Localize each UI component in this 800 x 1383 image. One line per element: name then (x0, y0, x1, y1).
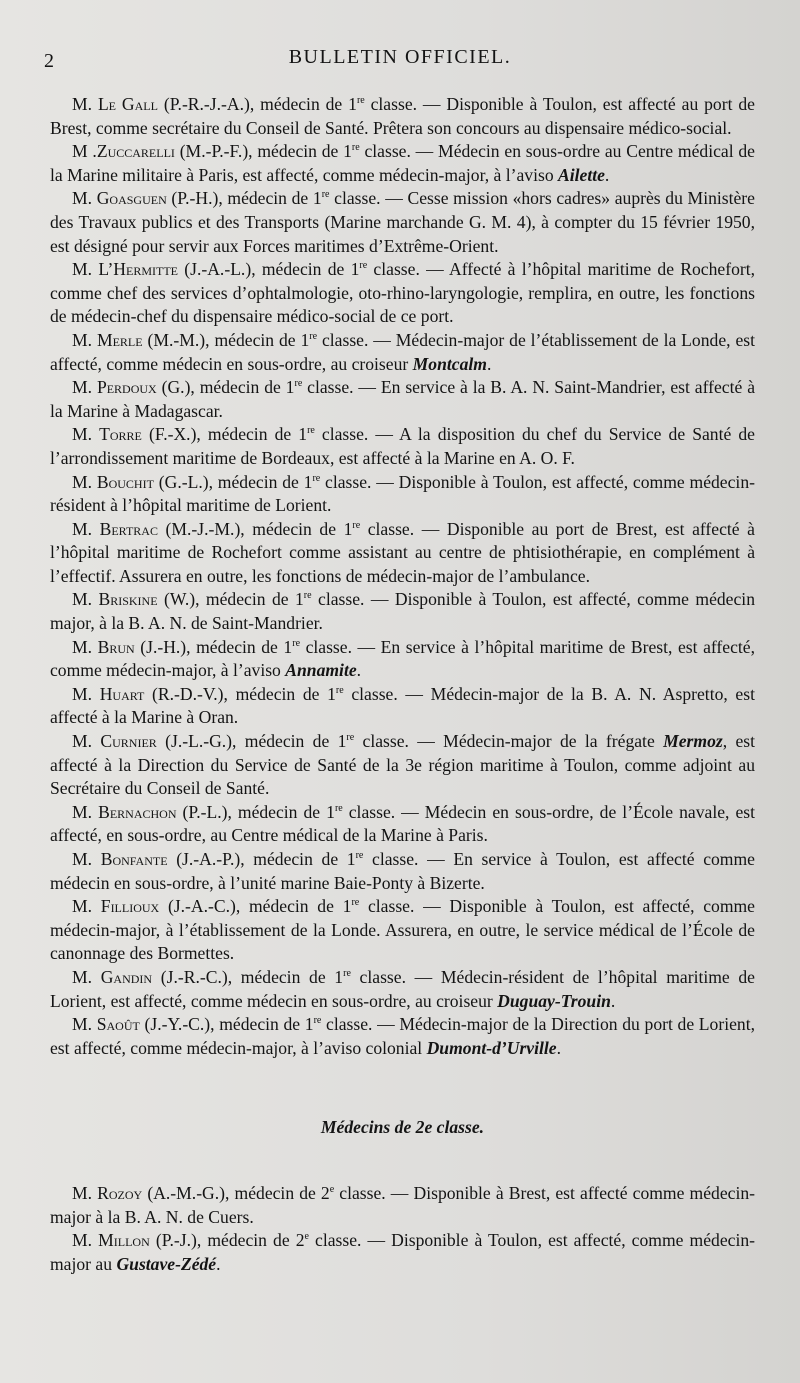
class-superscript: re (355, 850, 364, 862)
entry-end: , est affecté à la Direction du Service de Santé de la 3e région maritime à Toulon, comme adjoint au Secrétaire du Conseil de Santé. (50, 731, 755, 799)
entry-text: (W.), médecin de 1 (157, 589, 304, 610)
class-superscript: e (329, 1184, 335, 1196)
entry-text: classe. — Médecin-résident de l’hôpital maritime de Lorient, est affecté, comme médecin en sous-ordre, au croiseur (50, 966, 755, 1011)
entry-prefix: M. (72, 683, 100, 704)
entry-prefix: M. (72, 518, 100, 539)
class-superscript: re (351, 142, 360, 154)
officer-name: Rozoy (97, 1182, 143, 1203)
entry-text: classe. — Médecin-major de la frégate (354, 731, 664, 752)
entry-prefix: M. (72, 329, 97, 350)
second-class-entries (50, 1182, 755, 1276)
assignment-entry (50, 588, 755, 635)
entry-prefix: M . (72, 141, 97, 162)
entry-end: . (610, 990, 616, 1011)
ship-name: Gustave-Zédé (116, 1253, 217, 1274)
class-superscript: re (303, 590, 312, 602)
assignment-entry (50, 636, 755, 683)
assignment-entry (50, 683, 755, 730)
class-superscript: re (292, 637, 301, 649)
entry-text: classe. — Disponible à Brest, est affecté comme médecin-major à la B. A. N. de Cuers. (50, 1182, 755, 1227)
entry-text: classe. — Médecin-major de l’établissement de la Londe, est affecté, comme médecin en sous-ordre, au croiseur (50, 329, 755, 374)
entry-text: (J.-A.-L.), médecin de 1 (178, 259, 360, 280)
class-superscript: re (352, 519, 361, 531)
entry-text: (G.), médecin de 1 (156, 377, 295, 398)
officer-name: Millon (98, 1230, 150, 1251)
entry-text: (P.-L.), médecin de 1 (176, 801, 335, 822)
entry-text: classe. — Médecin en sous-ordre au Centre médical de la Marine militaire à Paris, est affecté, comme médecin-major, à l’aviso (50, 141, 755, 185)
officer-name: Bernachon (98, 801, 177, 822)
entry-text: classe. — Disponible à Toulon, est affecté au port de Brest, comme secrétaire du Conseil de Santé. Prêtera son concours au dispensaire médico-social. (50, 94, 755, 138)
entry-text: classe. — Disponible à Toulon, est affecté, comme médecin-major au (50, 1230, 755, 1274)
page-header (40, 46, 760, 76)
assignment-entry (50, 966, 755, 1013)
entry-text: (M.-P.-F.), médecin de 1 (174, 141, 352, 162)
ship-name: Montcalm (412, 353, 487, 374)
officer-name: Saoût (96, 1014, 140, 1035)
assignment-entry (50, 895, 755, 966)
document-body (50, 93, 755, 1276)
assignment-entry (50, 730, 755, 801)
entry-text: classe. — En service à la B. A. N. Saint-Mandrier, est affecté à la Marine à Madagascar. (50, 377, 756, 421)
entry-text: (J.-A.-C.), médecin de 1 (159, 896, 352, 917)
class-superscript: re (335, 684, 344, 696)
assignment-entry (50, 376, 755, 423)
entry-prefix: M. (72, 801, 99, 822)
assignment-entry (50, 93, 755, 140)
class-superscript: re (294, 378, 303, 390)
class-superscript: re (356, 95, 365, 107)
section-title: Médecins de 2e classe. (320, 1117, 485, 1138)
class-superscript: re (351, 897, 360, 909)
entry-text: (P.-R.-J.-A.), médecin de 1 (157, 94, 357, 114)
class-superscript: re (343, 968, 351, 980)
page-number: 2 (44, 50, 54, 72)
entry-text: (R.-D.-V.), médecin de 1 (144, 683, 336, 704)
assignment-entry (50, 1182, 755, 1229)
ship-name: Dumont-d’Urville (426, 1037, 557, 1058)
entry-end: . (556, 1037, 561, 1058)
class-superscript: re (359, 260, 368, 272)
entry-prefix: M. (72, 1230, 99, 1251)
entry-text: (P.-J.), médecin de 2 (149, 1230, 305, 1251)
assignment-entry (50, 423, 755, 470)
entry-text: classe. — Disponible à Toulon, est affecté, comme médecin major, à la B. A. N. de Saint-Mandrier. (50, 589, 755, 634)
entry-text: (A.-M.-G.), médecin de 2 (142, 1182, 330, 1203)
class-superscript: re (313, 1015, 322, 1027)
ship-name: Ailette (558, 164, 605, 185)
entry-text: (J.-H.), médecin de 1 (134, 636, 293, 657)
entry-text: classe. — Disponible à Toulon, est affecté, comme médecin-major, à l’établissement de la Londe. Assurera, en outre, le service médical de l’École de canonnage des Bormettes. (50, 896, 755, 964)
assignment-entry (50, 329, 755, 376)
officer-name: Curnier (100, 731, 157, 752)
officer-name: Merle (96, 329, 143, 350)
officer-name: Zuccarelli (96, 141, 175, 162)
class-superscript: re (321, 189, 330, 201)
class-superscript: re (307, 425, 315, 437)
officer-name: L’Hermitte (98, 259, 178, 280)
class-superscript: re (334, 802, 343, 814)
entry-text: (M.-M.), médecin de 1 (142, 329, 310, 350)
entry-text: (J.-R.-C.), médecin de 1 (152, 966, 344, 987)
assignment-entry (50, 801, 755, 848)
assignment-entry (50, 1229, 755, 1276)
officer-name: Perdoux (96, 377, 157, 398)
entry-end: . (486, 353, 492, 374)
entry-text: (J.-Y.-C.), médecin de 1 (139, 1014, 314, 1035)
entry-prefix: M. (72, 94, 98, 114)
entry-text: classe. — Cesse mission «hors cadres» auprès du Ministère des Travaux publics et des Transports (Marine marchande G. M. 4), à compter du 15 février 1950, est désigné pour servir aux Forces maritimes d’Extrême-Orient. (50, 188, 755, 256)
entry-text: classe. — Médecin-major de la Direction du port de Lorient, est affecté, comme médecin-major, à l’aviso colonial (50, 1014, 755, 1058)
assignment-entry (50, 848, 755, 895)
entry-prefix: M. (72, 188, 97, 209)
entry-text: classe. — Médecin-major de la B. A. N. Aspretto, est affecté à la Marine à Oran. (50, 683, 755, 728)
officer-name: Torre (99, 424, 142, 445)
entry-text: (M.-J.-M.), médecin de 1 (157, 518, 353, 539)
officer-name: Gandin (100, 966, 153, 987)
assignment-entry (50, 1013, 755, 1060)
entry-prefix: M. (72, 471, 97, 492)
ship-name: Annamite (285, 660, 357, 681)
officer-name: Bertrac (99, 518, 158, 539)
officer-name: Bonfante (100, 849, 168, 869)
assignment-entry (50, 471, 755, 518)
entry-end: . (216, 1253, 221, 1274)
class-superscript: e (304, 1231, 309, 1243)
first-class-entries (50, 93, 755, 1060)
running-title: BULLETIN OFFICIEL. (288, 46, 512, 68)
entry-prefix: M. (72, 259, 99, 280)
entry-text: classe. — En service à Toulon, est affecté comme médecin en sous-ordre, à l’unité marine Baie-Ponty à Bizerte. (50, 849, 755, 893)
officer-name: Brun (97, 636, 135, 657)
entry-text: (G.-L.), médecin de 1 (153, 471, 313, 492)
assignment-entry (50, 518, 755, 589)
entry-prefix: M. (72, 1182, 98, 1203)
entry-prefix: M. (72, 1014, 97, 1035)
entry-text: (J.-A.-P.), médecin de 1 (167, 849, 356, 869)
officer-name: Huart (99, 683, 145, 704)
officer-name: Bouchit (96, 471, 154, 492)
entry-text: classe. — Disponible au port de Brest, est affecté à l’hôpital maritime de Rochefort comme assistant au centre de phtisiothérapie, en complément à l’effectif. Assurera en outre, les fonctions de médecin-major de l’ambulance. (50, 518, 755, 586)
entry-text: classe. — Disponible à Toulon, est affecté, comme médecin-résident à l’hôpital maritime de Lorient. (50, 471, 755, 516)
assignment-entry (50, 187, 755, 258)
entry-end: . (356, 660, 362, 681)
entry-text: classe. — A la disposition du chef du Service de Santé de l’arrondissement maritime de Bordeaux, est affecté à la Marine en A. O. F. (50, 424, 755, 468)
officer-name: Briskine (98, 589, 158, 610)
assignment-entry (50, 140, 755, 187)
entry-text: (J.-L.-G.), médecin de 1 (156, 731, 347, 752)
class-superscript: re (312, 472, 321, 484)
entry-prefix: M. (72, 849, 101, 869)
ship-name: Mermoz (663, 731, 723, 752)
assignment-entry (50, 258, 755, 329)
officer-name: Fillioux (100, 896, 160, 917)
entry-text: (P.-H.), médecin de 1 (166, 188, 322, 209)
entry-prefix: M. (72, 731, 101, 752)
entry-text: classe. — Affecté à l’hôpital maritime de Rochefort, comme chef des services d’ophtalmologie, oto-rhino-laryngologie, remplira, en outre, les fonctions de médecin-chef du dispensaire médico-social de ce port. (50, 259, 756, 327)
entry-end: . (604, 164, 610, 185)
ship-name: Duguay-Trouin (497, 990, 611, 1011)
entry-prefix: M. (72, 966, 101, 987)
class-superscript: re (309, 331, 318, 343)
entry-prefix: M. (72, 424, 100, 445)
class-superscript: re (346, 732, 355, 744)
entry-prefix: M. (72, 636, 98, 657)
entry-text: classe. — Médecin en sous-ordre, de l’École navale, est affecté, en sous-ordre, au Centre médical de la Marine à Paris. (50, 801, 755, 846)
entry-text: (F.-X.), médecin de 1 (141, 424, 308, 445)
entry-prefix: M. (72, 377, 97, 398)
officer-name: Goasguen (96, 188, 167, 209)
officer-name: Le Gall (97, 94, 158, 114)
entry-prefix: M. (72, 589, 99, 610)
entry-text: classe. — En service à l’hôpital maritime de Brest, est affecté, comme médecin-major, à l’aviso (50, 636, 755, 681)
entry-prefix: M. (72, 896, 101, 917)
